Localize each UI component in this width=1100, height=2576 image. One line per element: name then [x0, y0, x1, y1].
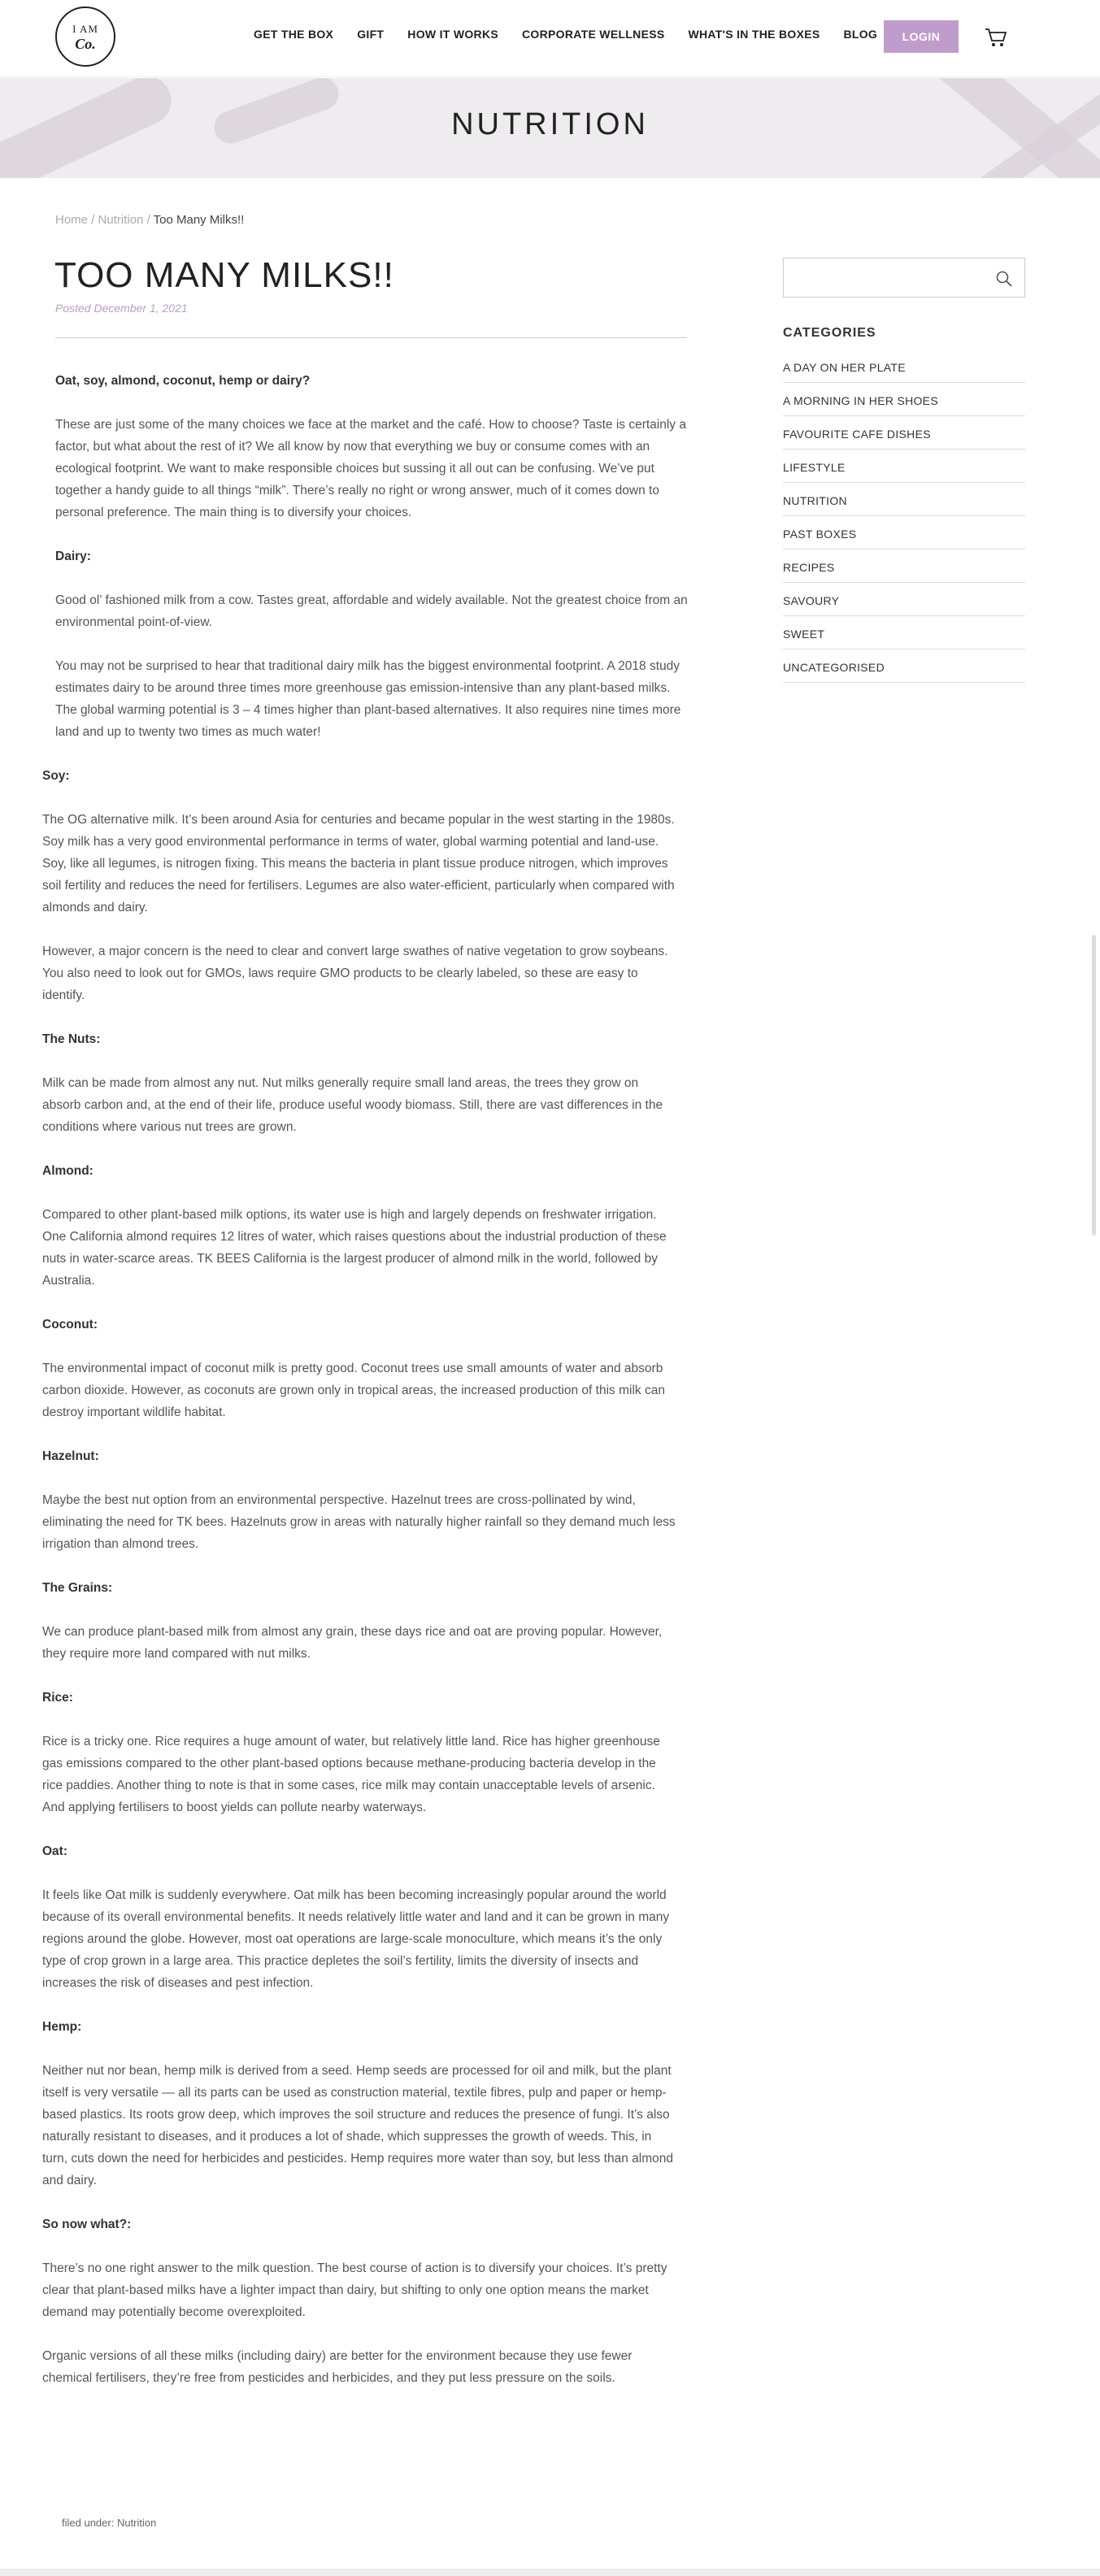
nav-blog[interactable]: BLOG	[843, 28, 878, 41]
post-paragraph: Soy:	[42, 769, 70, 783]
site-logo[interactable]	[55, 7, 115, 67]
cart-icon[interactable]	[985, 27, 1007, 48]
categories-list	[783, 350, 1025, 683]
breadcrumb-separator: /	[91, 213, 95, 227]
category-link[interactable]: FAVOURITE CAFE DISHES	[783, 416, 1025, 450]
scrollbar[interactable]	[1092, 935, 1096, 1236]
post-paragraph: The OG alternative milk. It’s been around Asia for centuries and became popular in the west starting in the 1980s. Soy milk has a very good environmental performance in terms of water, global warming potential and land-use. Soy, like all legumes, is nitrogen fixing. This means the bacteria in plant tissue produce nitrogen, which improves soil fertility and reduces the need for fertilisers. Legumes are also water-efficient, particularly when compared with almonds and dairy.	[42, 813, 675, 914]
categories-heading: CATEGORIES	[783, 326, 876, 340]
category-link[interactable]: A MORNING IN HER SHOES	[783, 383, 1025, 416]
post-paragraph: There’s no one right answer to the milk question. The best course of action is to diversify your choices. It’s pretty clear that plant-based milks have a lighter impact than dairy, but shifting to only one option means the market demand may potentially become overexploited.	[42, 2261, 667, 2319]
post-paragraph: It feels like Oat milk is suddenly everywhere. Oat milk has been becoming increasingly popular around the world because of its overall environmental benefits. It needs relatively little water and land and it can be grown in many regions around the globe. However, most oat operations are large-scale monoculture, which means it’s the only type of crop grown in a large area. This practice depletes the soil’s fertility, limits the diversity of insects and increases the risk of diseases and pest infection.	[42, 1888, 670, 1990]
main-nav	[254, 28, 901, 41]
post-paragraph: Oat, soy, almond, coconut, hemp or dairy?	[55, 374, 311, 388]
post-paragraph: Coconut:	[42, 1318, 98, 1331]
search-icon[interactable]	[995, 270, 1013, 288]
nav-how-it-works[interactable]: HOW IT WORKS	[407, 28, 498, 41]
post-paragraph: Maybe the best nut option from an environmental perspective. Hazelnut trees are cross-pollinated by wind, eliminating the need for TK bees. Hazelnuts grow in areas with naturally higher rainfall so they demand much less irrigation than almond trees.	[42, 1493, 676, 1551]
post-paragraph: Neither nut nor bean, hemp milk is derived from a seed. Hemp seeds are processed for oil and milk, but the plant itself is very versatile — all its parts can be used as construction material, textile fibres, pulp and paper or hemp-based plastics. Its roots grow deep, which improves the soil structure and reduces the presence of fungi. It’s also naturally resistant to diseases, and it produces a lot of shade, which suppresses the growth of weeds. This, in turn, cuts down the need for herbicides and pesticides. Hemp requires more water than soy, but less than almond and dairy.	[42, 2064, 673, 2187]
category-link[interactable]: A DAY ON HER PLATE	[783, 350, 1025, 383]
breadcrumb-current: Too Many Milks!!	[153, 213, 245, 227]
page-banner	[0, 78, 1100, 178]
post-title: TOO MANY MILKS!!	[54, 255, 394, 295]
nav-whats-in-the-boxes[interactable]: WHAT'S IN THE BOXES	[688, 28, 820, 41]
filed-under-label: filed under:	[62, 2517, 115, 2529]
category-link[interactable]: UNCATEGORISED	[783, 649, 1025, 683]
category-link[interactable]: PAST BOXES	[783, 516, 1025, 550]
category-link[interactable]: LIFESTYLE	[783, 450, 1025, 483]
post-paragraph: The Grains:	[42, 1581, 113, 1595]
post-paragraph: Good ol’ fashioned milk from a cow. Tastes great, affordable and widely available. Not the greatest choice from an environmental point-of-view.	[55, 593, 688, 629]
post-paragraph: Compared to other plant-based milk options, its water use is high and largely depends on freshwater irrigation. One California almond requires 12 litres of water, which raises questions about the industrial production of these nuts in water-scarce areas. TK BEES California is the largest producer of almond milk in the world, followed by Australia.	[42, 1208, 667, 1288]
post-paragraph: Milk can be made from almost any nut. Nut milks generally require small land areas, the trees they grow on absorb carbon and, at the end of their life, produce useful woody biomass. Still, there are vast differences in the conditions where various nut trees are grown.	[42, 1076, 663, 1134]
nav-corporate-wellness[interactable]: CORPORATE WELLNESS	[522, 28, 665, 41]
post-paragraph: Hemp:	[42, 2020, 82, 2034]
category-link[interactable]: SWEET	[783, 616, 1025, 649]
breadcrumb-nutrition[interactable]: Nutrition	[98, 213, 144, 227]
logo-line2: Co.	[75, 36, 96, 52]
post-paragraph: Almond:	[42, 1164, 93, 1178]
login-button[interactable]: LOGIN	[884, 20, 959, 53]
category-link[interactable]: SAVOURY	[783, 583, 1025, 616]
category-link[interactable]: RECIPES	[783, 550, 1025, 583]
post-paragraph: Rice is a tricky one. Rice requires a huge amount of water, but relatively little land. Rice has higher greenhouse gas emissions compared to the other plant-based options because methane-producing bacteria develop in the rice paddies. Another thing to note is that in some cases, rice milk may contain unacceptable levels of arsenic. And applying fertilisers to boost yields can pollute nearby waterways.	[42, 1735, 660, 1814]
breadcrumb	[55, 213, 244, 227]
post-paragraph: However, a major concern is the need to clear and convert large swathes of native vegetation to grow soybeans. You also need to look out for GMOs, laws require GMO products to be clearly labeled, so these are easy to identify.	[42, 945, 668, 1002]
post-paragraph: We can produce plant-based milk from almost any grain, these days rice and oat are proving popular. However, they require more land compared with nut milks.	[42, 1625, 663, 1661]
filed-under	[62, 2517, 156, 2529]
post-paragraph: The Nuts:	[42, 1032, 101, 1046]
post-paragraph: So now what?:	[42, 2218, 132, 2231]
footer-strip	[0, 2569, 1100, 2576]
filed-under-category[interactable]: Nutrition	[116, 2517, 157, 2529]
logo-line1: I AM	[72, 23, 98, 35]
breadcrumb-separator: /	[146, 213, 150, 227]
post-paragraph: These are just some of the many choices we face at the market and the café. How to choose? Taste is certainly a factor, but what about the rest of it? We all know by now that everything we buy or consume comes with an ecological footprint. We want to make responsible choices but sussing it all out can be confusing. We’ve put together a handy guide to all things “milk”. There’s really no right or wrong answer, much of it comes down to personal preference. The main thing is to diversify your choices.	[55, 418, 686, 519]
post-paragraph: Hazelnut:	[42, 1449, 99, 1463]
post-paragraph: Dairy:	[55, 550, 91, 563]
post-paragraph: Organic versions of all these milks (including dairy) are better for the environment because they use fewer chemical fertilisers, they’re free from pesticides and herbicides, and they put less pressure on the soils.	[42, 2349, 633, 2385]
banner-title: NUTRITION	[451, 107, 649, 141]
breadcrumb-home[interactable]: Home	[55, 213, 89, 227]
post-date: Posted December 1, 2021	[55, 302, 188, 315]
divider	[55, 337, 687, 338]
nav-gift[interactable]: GIFT	[357, 28, 385, 41]
post-paragraph: Oat:	[42, 1844, 67, 1858]
sidebar-search-input[interactable]	[783, 258, 1025, 298]
post-paragraph: You may not be surprised to hear that traditional dairy milk has the biggest environmental footprint. A 2018 study estimates dairy to be around three times more greenhouse gas emission-intensive than any plant-based milks. The global warming potential is 3 – 4 times higher than plant-based alternatives. It also requires nine times more land and up to twenty two times as much water!	[55, 659, 681, 739]
site-header	[0, 0, 1100, 77]
post-paragraph: The environmental impact of coconut milk is pretty good. Coconut trees use small amounts of water and absorb carbon dioxide. However, as coconuts are grown only in tropical areas, the increased production of this milk can destroy important wildlife habitat.	[42, 1362, 665, 1419]
post-paragraph: Rice:	[42, 1691, 73, 1705]
category-link[interactable]: NUTRITION	[783, 483, 1025, 516]
nav-get-the-box[interactable]: GET THE BOX	[254, 28, 334, 41]
